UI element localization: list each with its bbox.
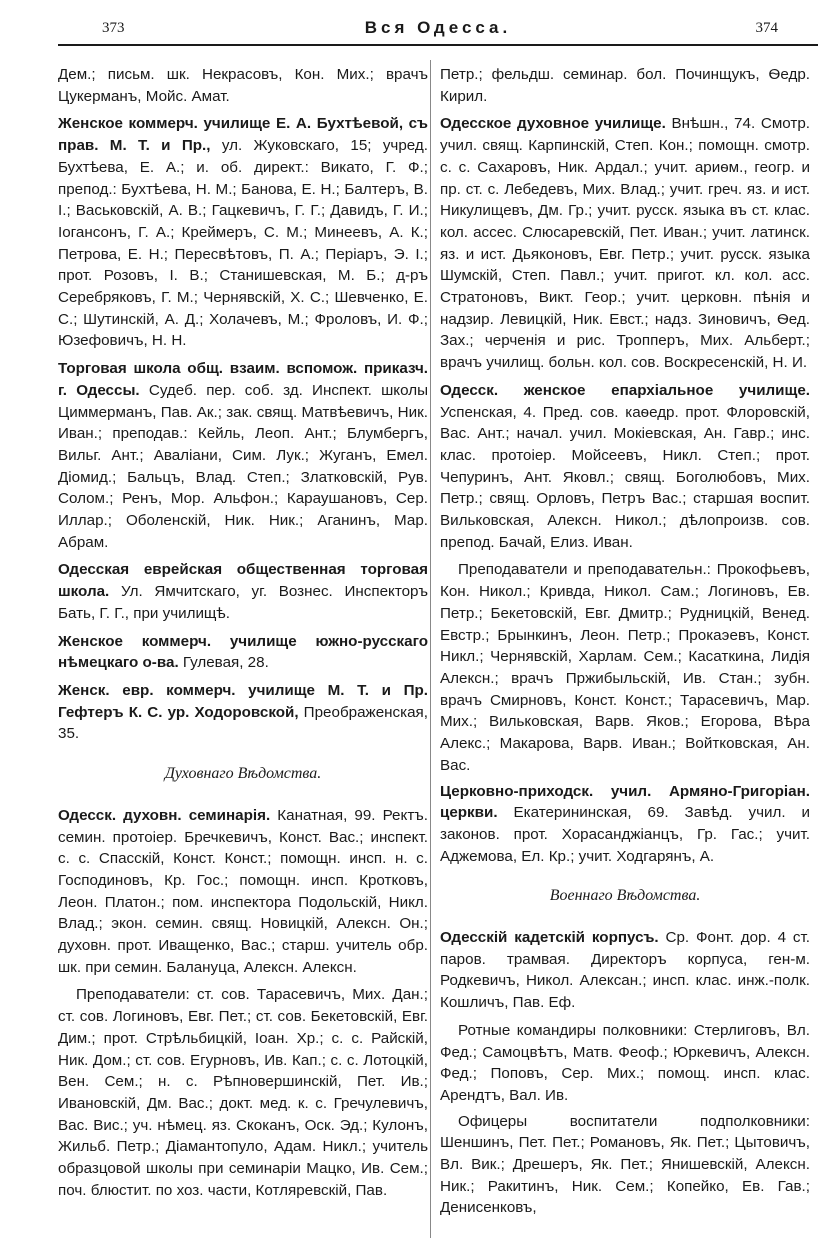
entry-text: Успенская, 4. Пред. сов. каѳедр. прот. Флоровскій, Вас. Ант.; начал. учил. Мокіевская, Ан. Гавр.; инс. клас. протоіер. Мойсеевъ, Никл. Степ.; прот. Чепуринъ, Ант. Яковл.; свящ. Боголюбовъ, Мих. Петр.; свящ. Орловъ, Петръ Вас.; старшая воспит. Вильковская, Алексн. Никол.; дѣлопроизв. сов. препод. Бачай, Елиз. Иван. [440,403,810,551]
page-number-right: 374 [755,20,778,36]
directory-entry [58,559,428,624]
entry-text: Петр.; фельдш. семинар. бол. Починщукъ, Ѳедр. Кирил. [440,66,810,105]
text-paragraph [58,984,428,1201]
entry-heading: Церковно-приходск. учил. Армяно-Григоріан. церкви. [440,782,810,822]
entry-text: ул. Жуковскаго, 15; учред. Бухтѣева, Е. А.; и. об. директ.: Викато, Г. Ф.; препод.: Бухтѣева, Н. М.; Банова, Е. Н.; Балтеръ, В. І.; Васьковскій, А. В.; Гацкевичъ, Г. Г.; Давидъ, Г. И.; Іогансонъ, Г. А.; Креймеръ, С. М.; Минеевъ, А. К.; Петрова, Е. Н.; Пересвѣтовъ, П. А.; Періаръ, Э. І.; прот. Розовъ, І. В.; Станишевская, М. Б.; д-ръ Серебряковъ, Г. М.; Чернявскій, Х. С.; Шевченко, Е. С.; Шутинскій, А. Д.; Холачевъ, М.; Фроловъ, И. Ф.; Юзефовичъ, Н. Н. [58,137,428,350]
directory-entry [58,113,428,352]
entry-text: Екатерининская, 69. Завѣд. учил. и законов. прот. Хорасанджіанцъ, Гр. Гас.; учит. Аджемова, Ел. Кр.; учит. Ходгарянъ, А. [440,804,810,865]
directory-entry [58,680,428,745]
directory-entry [440,113,810,373]
directory-entry [440,64,810,107]
directory-entry [440,380,810,554]
entry-heading: Одесская еврейская общественная торговая школа. [58,561,428,601]
section-heading: Духовнаго Вѣдомства. [164,765,322,783]
entry-heading: Торговая школа общ. взаим. вспомож. приказч. г. Одессы. [58,360,428,399]
entry-text: Ротные командиры полковники: Стерлиговъ, Вл. Фед.; Самоцвѣтъ, Матв. Феоф.; Юркевичъ, Алексн. Фед.; Поповъ, Сер. Мих.; помощ. инсп. клас. Арендтъ, Вал. Ив. [440,1021,810,1104]
column-divider [430,60,431,1238]
entry-heading: Одесск. женское епархіальное училище. [440,381,810,399]
entry-text: Судеб. пер. соб. зд. Инспект. школы Циммерманъ, Пав. Ак.; зак. свящ. Матвѣевичъ, Ник. Иван.; преподав.: Кейль, Леоп. Ант.; Блумбергъ, Вильг. Ант.; Аваліани, Сим. Лук.; Жуганъ, Емел. Діомид.; Бальцъ, Влад. Степ.; Златковскій, Рув. Солом.; Ренъ, Мор. Альфон.; Караушановъ, Сер. Иллар.; Оболенскій, Ник. Ник.; Аганинъ, Мар. Абрам. [58,381,429,551]
directory-entry [440,781,810,868]
entry-heading: Одесское духовное училище. [440,115,666,133]
entry-text: Гулевая, 28. [178,654,269,672]
entry-text: Канатная, 99. Ректъ. семин. протоіер. Бречкевичъ, Конст. Вас.; инспект. с. с. Спасскій, Конст. Конст.; помощн. инсп. н. с. Господиновъ, Кр. Гос.; помощн. инсп. Кротковъ, Леон. Платон.; пом. инспектора Подольскій, Никл. Влад.; экон. семин. свящ. Новицкій, Алексн. Он.; духовн. прот. Иващенко, Вас.; старш. учитель обр. шк. при семин. Балануца, Алексн. Алексн. [58,806,428,976]
directory-entry [58,358,428,553]
running-title: Вся Одесса. [364,18,512,37]
page-number-left: 373 [102,20,125,36]
entry-heading: Женское коммерч. училище южно-русскаго нѣмецкаго о-ва. [58,632,428,672]
entry-heading: Женск. евр. коммерч. училище М. Т. и Пр. Гефтеръ К. С. ур. Ходоровской, [58,681,428,721]
entry-text: Офицеры воспитатели подполковники: Шеншинъ, Пет. Пет.; Романовъ, Як. Пет.; Цытовичъ, Вл. Вик.; Дрешеръ, Як. Пет.; Янишевскій, Алексн. Ник.; Ракитинъ, Ник. Сем.; Копейко, Ев. Гав.; Денисенковъ, [440,1112,810,1217]
entry-text: Преображенская, 35. [58,703,428,743]
directory-entry [440,927,810,1014]
entry-text: Дем.; письм. шк. Некрасовъ, Кон. Мих.; врачъ Цукерманъ, Мойс. Амат. [58,66,428,105]
entry-text: Ул. Ямчитскаго, уг. Вознес. Инспекторъ Бать, Г. Г., при училищѣ. [58,583,428,622]
section-heading: Военнаго Вѣдомства. [549,887,701,905]
entry-text: Внѣшн., 74. Смотр. учил. свящ. Карпинскій, Степ. Кон.; помощн. смотр. с. с. Сахаровъ, Ник. Ардал.; учит. ариѳм., геогр. и пр. ст. с. Лебедевъ, Мих. Влад.; учит. греч. яз. и ист. Никулищевъ, Дм. Гр.; учит. русск. языка въ ст. клас. кол. ассес. Слюсаревскій, Пет. Иван.; учит. латинск. яз. и ист. Дьяконовъ, Евг. Петр.; учит. русск. языка Шумскій, Степ. Павл.; учит. пригот. кл. кол. асс. Стратоновъ, Викт. Геор.; учит. церковн. пѣнія и надзир. Левицкій, Ник. Евст.; надз. Зиновичъ, Ѳед. Зах.; черченія и рис. Тропперъ, Мих. Альберт.; врачъ училищ. больн. кол. сов. Воскресенскій, Н. И. [440,115,810,372]
directory-entry [58,64,428,107]
entry-heading: Женское коммерч. училище Е. А. Бухтѣевой, съ прав. М. Т. и Пр., [58,115,428,155]
page-header [58,14,818,46]
right-column [440,64,810,1223]
text-paragraph [440,559,810,776]
entry-heading: Одесскій кадетскій корпусъ. [440,929,659,947]
entry-text: Преподаватели и преподавательн.: Прокофьевъ, Кон. Никол.; Кривда, Никол. Сам.; Логиновъ, Ев. Петр.; Бекетовскій, Евг. Дмитр.; Рудницкій, Венед. Евстр.; Брынкинъ, Леон. Петр.; Прокаэевъ, Конст. Никл.; Чернявскій, Харлам. Сем.; Касаткина, Лидія Алексн.; врачъ Пржибыльскій, Ив. Стан.; зубн. врачъ Смирновъ, Конст. Конст.; Тарасевичъ, Мар. Мих.; Вильковская, Варв. Яков.; Егорова, Вѣра Алекс.; Макарова, Варв. Иван.; Войтковская, Ан. Вас. [440,561,810,774]
entry-text: Преподаватели: ст. сов. Тарасевичъ, Мих. Дан.; ст. сов. Логиновъ, Евг. Пет.; ст. сов. Бекетовскій, Евг. Дим.; прот. Стрѣльбицкій, Іоан. Хр.; с. с. Райскій, Ник. Дом.; ст. сов. Егурновъ, Ив. Кап.; с. с. Лотоцкій, Вен. Сем.; н. с. Рѣпновершинскій, Пет. Ив.; Ивановскій, Дм. Вас.; докт. мед. к. с. Гречулевичъ, Вас. Вис.; уч. нѣмец. яз. Скоканъ, Оск. Эд.; Кулонъ, Жильб. Петр.; Діамантопуло, Адам. Никл.; учитель образцовой школы при семинаріи Мацко, Ив. Сем.; поч. блюстит. по хоз. части, Котляревскій, Пав. [58,986,428,1199]
text-paragraph [440,1020,810,1107]
directory-entry [58,631,428,674]
left-column [58,64,428,1205]
text-paragraph [440,1111,810,1220]
entry-text: Ср. Фонт. дор. 4 ст. паров. трамвая. Директоръ корпуса, ген-м. Родкевичъ, Никол. Алексан.; инсп. клас. инж.-полк. Кошличъ, Пав. Еф. [440,929,810,1012]
directory-entry [58,805,428,979]
entry-heading: Одесск. духовн. семинарія. [58,806,271,824]
